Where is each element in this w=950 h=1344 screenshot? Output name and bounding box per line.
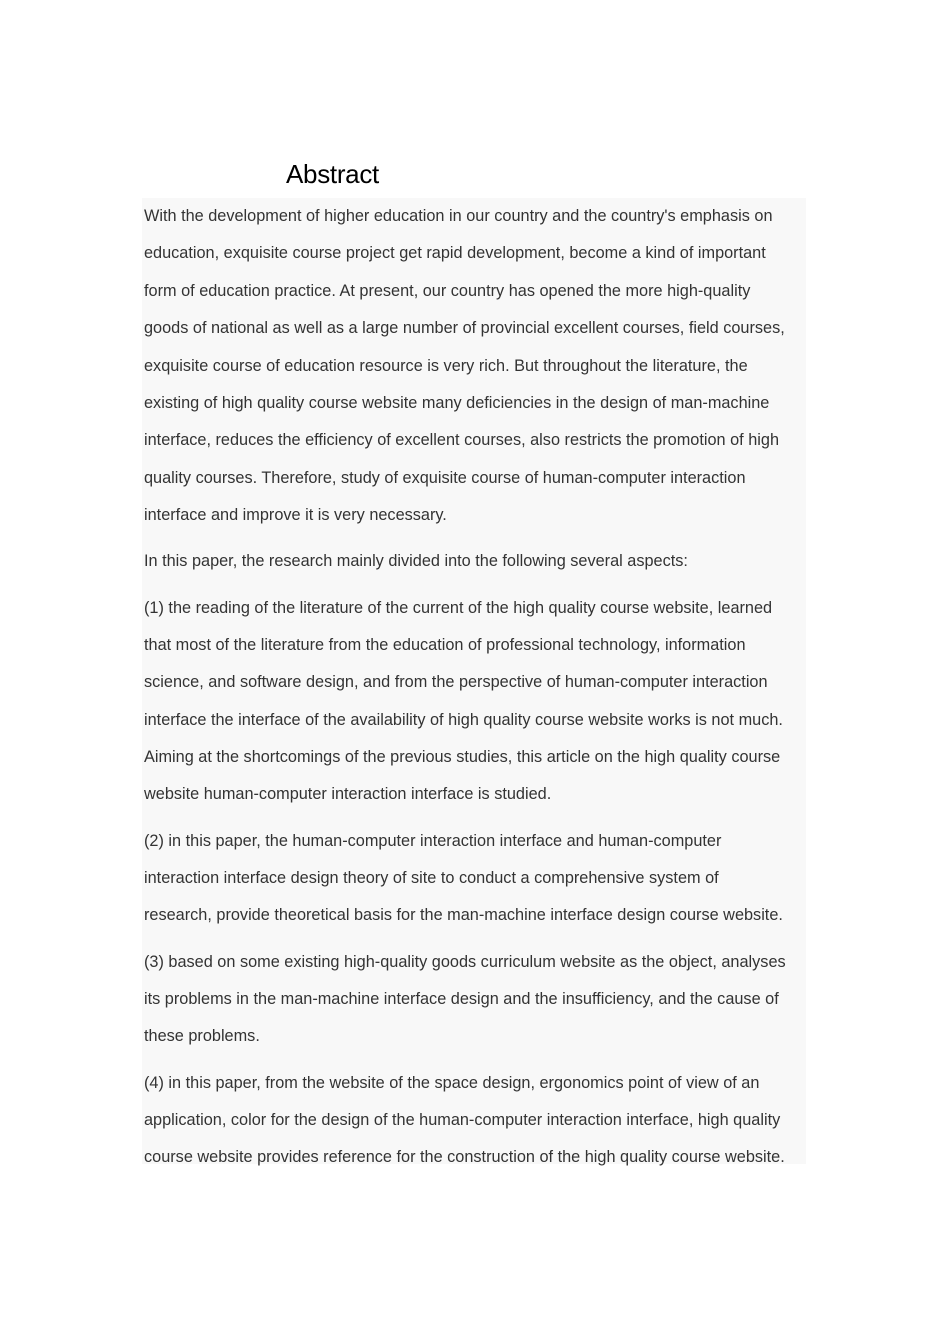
abstract-paragraph-item-3 (142, 944, 806, 1056)
text-line: (2) in this paper, the human-computer interaction interface and human-computer (144, 831, 722, 850)
text-line: its problems in the man-machine interface design and the insufficiency, and the cause of (144, 990, 779, 1008)
text-line: application, color for the design of the human-computer interaction interface, high quality (144, 1110, 781, 1129)
text-line: science, and software design, and from the perspective of human-computer interaction (144, 673, 768, 692)
text-line: quality courses. Therefore, study of exquisite course of human-computer interaction (144, 468, 746, 487)
text-line: goods of national as well as a large number of provincial excellent courses, field courses, (144, 319, 785, 338)
text-line: form of education practice. At present, our country has opened the more high-quality (144, 281, 751, 300)
text-line: interface the interface of the availability of high quality course website works is not much. (144, 710, 783, 729)
text-line: interface and improve it is very necessary. (144, 506, 447, 525)
text-line: interface, reduces the efficiency of excellent courses, also restricts the promotion of high (144, 431, 779, 450)
text-line: these problems. (144, 1027, 260, 1046)
text-line: existing of high quality course website many deficiencies in the design of man-machine (144, 393, 770, 412)
abstract-body (142, 198, 806, 1167)
text-line: course website provides reference for the construction of the high quality course website. (144, 1148, 785, 1167)
abstract-paragraph-item-4 (142, 1065, 806, 1177)
text-line: research, provide theoretical basis for the man-machine interface design course website. (144, 906, 783, 925)
text-line: (3) based on some existing high-quality goods curriculum website as the object, analyses (144, 952, 786, 971)
text-line: website human-computer interaction interface is studied. (144, 785, 552, 804)
abstract-paragraph-item-2 (142, 823, 806, 935)
text-line: With the development of higher education in our country and the country's emphasis on (144, 207, 773, 225)
abstract-paragraph-aspects (142, 543, 806, 580)
text-line: that most of the literature from the education of professional technology, information (144, 635, 746, 654)
text-line: interaction interface design theory of site to conduct a comprehensive system of (144, 869, 719, 888)
text-line: Aiming at the shortcomings of the previous studies, this article on the high quality course (144, 748, 781, 767)
text-line: exquisite course of education resource is very rich. But throughout the literature, the (144, 356, 748, 375)
abstract-paragraph-item-1 (142, 590, 806, 814)
text-line: In this paper, the research mainly divided into the following several aspects: (144, 552, 688, 571)
text-line: (1) the reading of the literature of the current of the high quality course website, learned (144, 598, 773, 617)
abstract-paragraph-intro (142, 198, 806, 535)
text-line: (4) in this paper, from the website of the space design, ergonomics point of view of an (144, 1073, 760, 1092)
page-title: Abstract (286, 159, 379, 189)
text-line: education, exquisite course project get rapid development, become a kind of important (144, 244, 766, 263)
